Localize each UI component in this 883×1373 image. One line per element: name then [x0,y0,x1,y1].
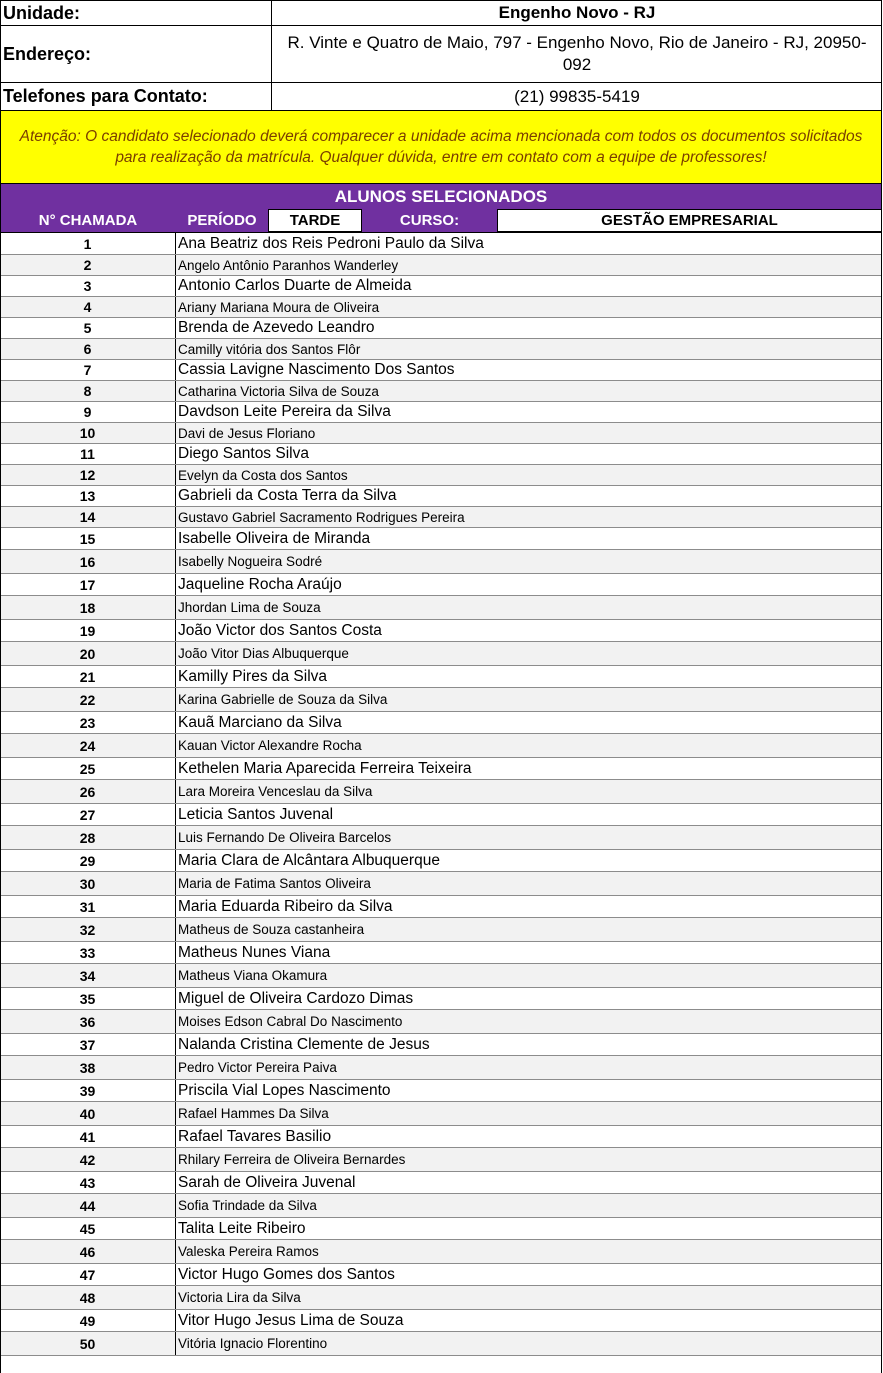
table-header [0,209,882,233]
student-name: Jaqueline Rocha Araújo [178,575,342,593]
periodo-label: PERÍODO [176,209,268,232]
endereco-row [0,26,882,83]
table-row [0,850,882,872]
table-row [0,444,882,465]
student-number: 4 [0,297,176,317]
student-name: Diego Santos Silva [178,445,309,462]
student-number: 50 [0,1332,176,1355]
student-number: 19 [0,620,176,641]
student-name: Vitória Ignacio Florentino [178,1336,328,1351]
curso-value: GESTÃO EMPRESARIAL [497,209,882,232]
table-row [0,318,882,339]
student-number: 26 [0,780,176,803]
student-name: Nalanda Cristina Clemente de Jesus [178,1035,430,1053]
table-row [0,1194,882,1218]
table-row [0,423,882,444]
student-name: Gustavo Gabriel Sacramento Rodrigues Pereira [178,509,465,525]
table-row [0,1172,882,1194]
table-row [0,1148,882,1172]
table-row [0,574,882,596]
table-row [0,1310,882,1332]
student-name: Valeska Pereira Ramos [178,1244,319,1259]
curso-label: CURSO: [362,209,497,232]
endereco-value: R. Vinte e Quatro de Maio, 797 - Engenho Novo, Rio de Janeiro - RJ, 20950-092 [287,33,867,74]
table-row [0,1056,882,1080]
table-row [0,596,882,620]
student-number: 6 [0,339,176,359]
student-number: 10 [0,423,176,443]
student-name: Angelo Antônio Paranhos Wanderley [178,257,399,273]
student-name: Maria Clara de Alcântara Albuquerque [178,851,440,869]
student-name: Cassia Lavigne Nascimento Dos Santos [178,361,455,378]
table-row [0,872,882,896]
table-row [0,1332,882,1356]
student-number: 37 [0,1034,176,1055]
student-name: Moises Edson Cabral Do Nascimento [178,1014,403,1029]
table-row [0,360,882,381]
student-name: Kauã Marciano da Silva [178,713,342,731]
student-number: 25 [0,758,176,779]
telefones-row [0,83,882,111]
student-number: 28 [0,826,176,849]
student-name: Lara Moreira Venceslau da Silva [178,784,373,799]
student-number: 40 [0,1102,176,1125]
table-row [0,666,882,688]
table-row [0,804,882,826]
student-name: Victor Hugo Gomes dos Santos [178,1265,395,1283]
student-number: 34 [0,964,176,987]
student-number: 46 [0,1240,176,1263]
student-name: Davi de Jesus Floriano [178,425,316,441]
student-number: 41 [0,1126,176,1147]
student-number: 12 [0,465,176,485]
student-number: 21 [0,666,176,687]
chamada-header: N° CHAMADA [0,209,176,232]
student-name: Antonio Carlos Duarte de Almeida [178,277,412,294]
student-number: 35 [0,988,176,1009]
table-row [0,620,882,642]
student-name: Kamilly Pires da Silva [178,667,328,685]
student-name: Rhilary Ferreira de Oliveira Bernardes [178,1152,406,1167]
student-name: Luis Fernando De Oliveira Barcelos [178,830,392,845]
table-row [0,896,882,918]
student-number: 17 [0,574,176,595]
table-row [0,1240,882,1264]
endereco-label: Endereço: [0,26,272,82]
table-row [0,465,882,486]
student-number: 30 [0,872,176,895]
student-name: Isabelly Nogueira Sodré [178,554,323,569]
student-number: 27 [0,804,176,825]
table-row [0,339,882,360]
student-name: Ana Beatriz dos Reis Pedroni Paulo da Silva [178,234,484,252]
student-name: Victoria Lira da Silva [178,1290,301,1305]
table-row [0,758,882,780]
student-name: João Vitor Dias Albuquerque [178,646,349,661]
student-name: Kethelen Maria Aparecida Ferreira Teixeira [178,759,472,777]
student-number: 9 [0,402,176,422]
student-number: 32 [0,918,176,941]
student-name: Sofia Trindade da Silva [178,1198,317,1213]
student-name: Sarah de Oliveira Juvenal [178,1173,356,1191]
student-number: 16 [0,550,176,573]
periodo-value: TARDE [268,209,362,232]
table-row [0,297,882,318]
student-name: Karina Gabrielle de Souza da Silva [178,692,388,707]
selected-students-banner: ALUNOS SELECIONADOS [0,184,882,209]
student-name: Rafael Tavares Basilio [178,1127,332,1145]
student-number: 20 [0,642,176,665]
student-number: 5 [0,318,176,338]
unidade-label: Unidade: [0,1,272,25]
student-number: 36 [0,1010,176,1033]
student-number: 47 [0,1264,176,1285]
student-name: Evelyn da Costa dos Santos [178,467,348,483]
student-number: 29 [0,850,176,871]
student-number: 23 [0,712,176,733]
table-row [0,942,882,964]
student-number: 8 [0,381,176,401]
table-row [0,1286,882,1310]
table-row [0,402,882,423]
student-number: 42 [0,1148,176,1171]
table-row [0,1102,882,1126]
table-row [0,255,882,276]
student-name: Isabelle Oliveira de Miranda [178,529,371,547]
student-number: 18 [0,596,176,619]
table-row [0,988,882,1010]
unidade-row [0,0,882,26]
table-row [0,1126,882,1148]
student-name: João Victor dos Santos Costa [178,621,382,639]
student-name: Brenda de Azevedo Leandro [178,319,375,336]
student-number: 13 [0,486,176,506]
table-row [0,826,882,850]
table-row [0,528,882,550]
student-name: Matheus Nunes Viana [178,943,331,961]
student-name: Talita Leite Ribeiro [178,1219,306,1237]
table-row [0,1080,882,1102]
student-name: Davdson Leite Pereira da Silva [178,403,391,420]
student-name: Matheus Viana Okamura [178,968,328,983]
student-number: 2 [0,255,176,275]
student-name: Ariany Mariana Moura de Oliveira [178,299,380,315]
student-name: Gabrieli da Costa Terra da Silva [178,487,397,504]
student-number: 33 [0,942,176,963]
students-list [0,233,882,1356]
student-number: 1 [0,233,176,254]
student-name: Maria de Fatima Santos Oliveira [178,876,371,891]
table-row [0,381,882,402]
student-name: Leticia Santos Juvenal [178,805,334,823]
telefones-label: Telefones para Contato: [0,83,272,110]
table-row [0,1264,882,1286]
table-row [0,688,882,712]
student-name: Vitor Hugo Jesus Lima de Souza [178,1311,404,1329]
table-row [0,642,882,666]
student-number: 24 [0,734,176,757]
student-number: 15 [0,528,176,549]
student-name: Maria Eduarda Ribeiro da Silva [178,897,393,915]
student-number: 44 [0,1194,176,1217]
table-row [0,486,882,507]
student-name: Jhordan Lima de Souza [178,600,321,615]
table-row [0,918,882,942]
table-row [0,550,882,574]
table-row [0,964,882,988]
student-number: 22 [0,688,176,711]
table-row [0,507,882,528]
student-number: 43 [0,1172,176,1193]
table-row [0,1010,882,1034]
student-number: 11 [0,444,176,464]
table-row [0,712,882,734]
table-row [0,233,882,255]
student-number: 49 [0,1310,176,1331]
student-name: Matheus de Souza castanheira [178,922,365,937]
attention-notice: Atenção: O candidato selecionado deverá comparecer a unidade acima mencionada com todos os documentos solicitados para realização da matrícula. Qualquer dúvida, entre em contato com a equipe de professores! [0,111,882,184]
student-number: 39 [0,1080,176,1101]
student-number: 31 [0,896,176,917]
student-number: 45 [0,1218,176,1239]
table-row [0,276,882,297]
table-row [0,1034,882,1056]
student-number: 38 [0,1056,176,1079]
table-row [0,1218,882,1240]
student-name: Catharina Victoria Silva de Souza [178,383,379,399]
table-row [0,780,882,804]
unidade-value: Engenho Novo - RJ [498,3,656,22]
telefones-value: (21) 99835-5419 [514,86,640,106]
student-name: Miguel de Oliveira Cardozo Dimas [178,989,414,1007]
student-name: Camilly vitória dos Santos Flôr [178,341,361,357]
student-name: Priscila Vial Lopes Nascimento [178,1081,391,1099]
table-row [0,734,882,758]
student-name: Kauan Victor Alexandre Rocha [178,738,362,753]
student-number: 48 [0,1286,176,1309]
student-number: 14 [0,507,176,527]
student-number: 7 [0,360,176,380]
student-name: Rafael Hammes Da Silva [178,1106,329,1121]
student-name: Pedro Victor Pereira Paiva [178,1060,337,1075]
student-number: 3 [0,276,176,296]
